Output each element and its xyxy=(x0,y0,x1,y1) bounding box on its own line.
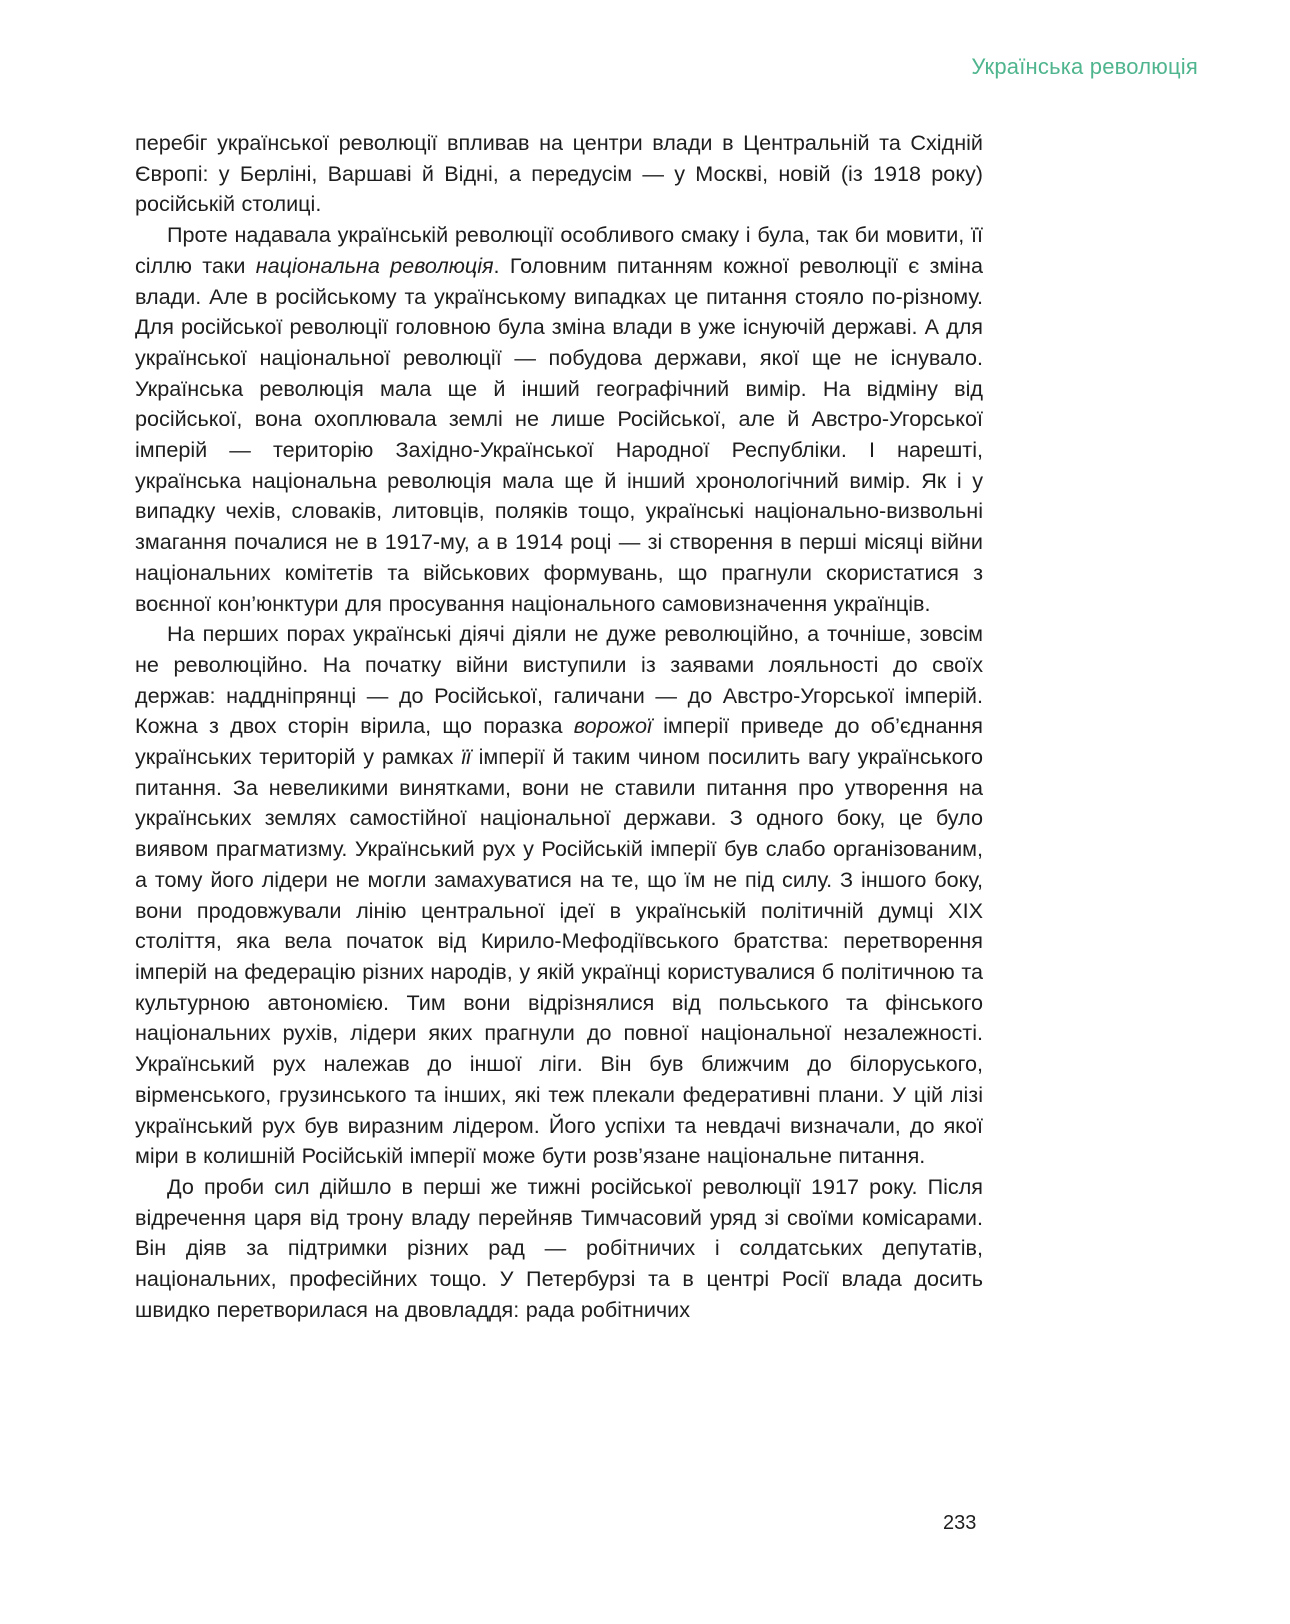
paragraph xyxy=(135,220,983,619)
text-run: перебіг української революції впливав на центри влади в Центральній та Східній Європі: у Берліні, Варшаві й Відні, а передусім — у Москві, новій (із 1918 року) російській столиці. xyxy=(135,130,983,217)
paragraph xyxy=(135,619,983,1172)
text-run: імперії й таким чином посилить вагу українського питання. За невеликими винятками, вони не ставили питання про утворення на українських землях самостійної національної держави. З одного боку, це було виявом прагматизму. Український рух у Російській імперії був слабо організованим, а тому його лідери не могли замахуватися на те, що їм не під силу. З іншого боку, вони продовжували лінію центральної ідеї в українській політичній думці XIX століття, яка вела початок від Кирило-Мефодіївського братства: перетворення імперій на федерацію різних народів, у якій українці користувалися б політичною та культурною автономією. Тим вони відрізнялися від польського та фінського національних рухів, лідери яких прагнули до повної національної незалежності. Український рух належав до іншої ліги. Він був ближчим до білоруського, вірменського, грузинського та інших, які теж плекали федеративні плани. У цій лізі український рух був виразним лідером. Його успіхи та невдачі визначали, до якої міри в колишній Російській імперії може бути розв’язане національне питання. xyxy=(135,744,984,1169)
body-text xyxy=(135,128,983,1325)
emphasis-text: ворожої xyxy=(573,713,652,739)
page-number: 233 xyxy=(943,1512,977,1534)
text-run: . Головним питанням кожної революції є зміна влади. Але в російському та українському випадках це питання стояло по-різному. Для російської революції головною була зміна влади в уже існуючій державі. А для української національної революції — побудова держави, якої ще не існувало. Українська революція мала ще й інший географічний вимір. На відміну від російської, вона охоплювала землі не лише Російської, але й Австро-Угорської імперій — територію Західно-Української Народної Республіки. І нарешті, українська національна революція мала ще й інший хронологічний вимір. Як і у випадку чехів, словаків, литовців, поляків тощо, українські національно-визвольні змагання почалися не в 1917-му, а в 1914 році — зі створення в перші місяці війни національних комітетів та військових формувань, що прагнули скористатися з воєнної кон’юнктури для просування національного самовизначення українців. xyxy=(135,252,983,616)
text-run: імперії приведе до об’єднання українських територій у рамках xyxy=(135,713,984,770)
emphasis-text: національна революція xyxy=(255,252,494,278)
paragraph xyxy=(135,1172,983,1326)
text-run: На перших порах українські діячі діяли не дуже революційно, а точніше, зовсім не революційно. На початку війни виступили із заявами лояльності до своїх держав: наддніпрянці — до Російської, галичани — до Австро-Угорської імперій. Кожна з двох сторін вірила, що поразка xyxy=(135,621,983,739)
paragraph xyxy=(135,128,983,220)
emphasis-text: її xyxy=(461,744,471,770)
running-head: Українська революція xyxy=(971,54,1198,79)
text-run: До проби сил дійшло в перші же тижні російської революції 1917 року. Після відречення царя від трону владу перейняв Тимчасовий уряд зі своїми комісарами. Він діяв за підтримки різних рад — робітничих і солдатських депутатів, національних, професійних тощо. У Петербурзі та в центрі Росії влада досить швидко перетворилася на двовладдя: рада робітничих xyxy=(135,1173,983,1322)
text-run: Проте надавала українській революції особливого смаку і була, так би мовити, її сіллю таки xyxy=(135,222,983,278)
